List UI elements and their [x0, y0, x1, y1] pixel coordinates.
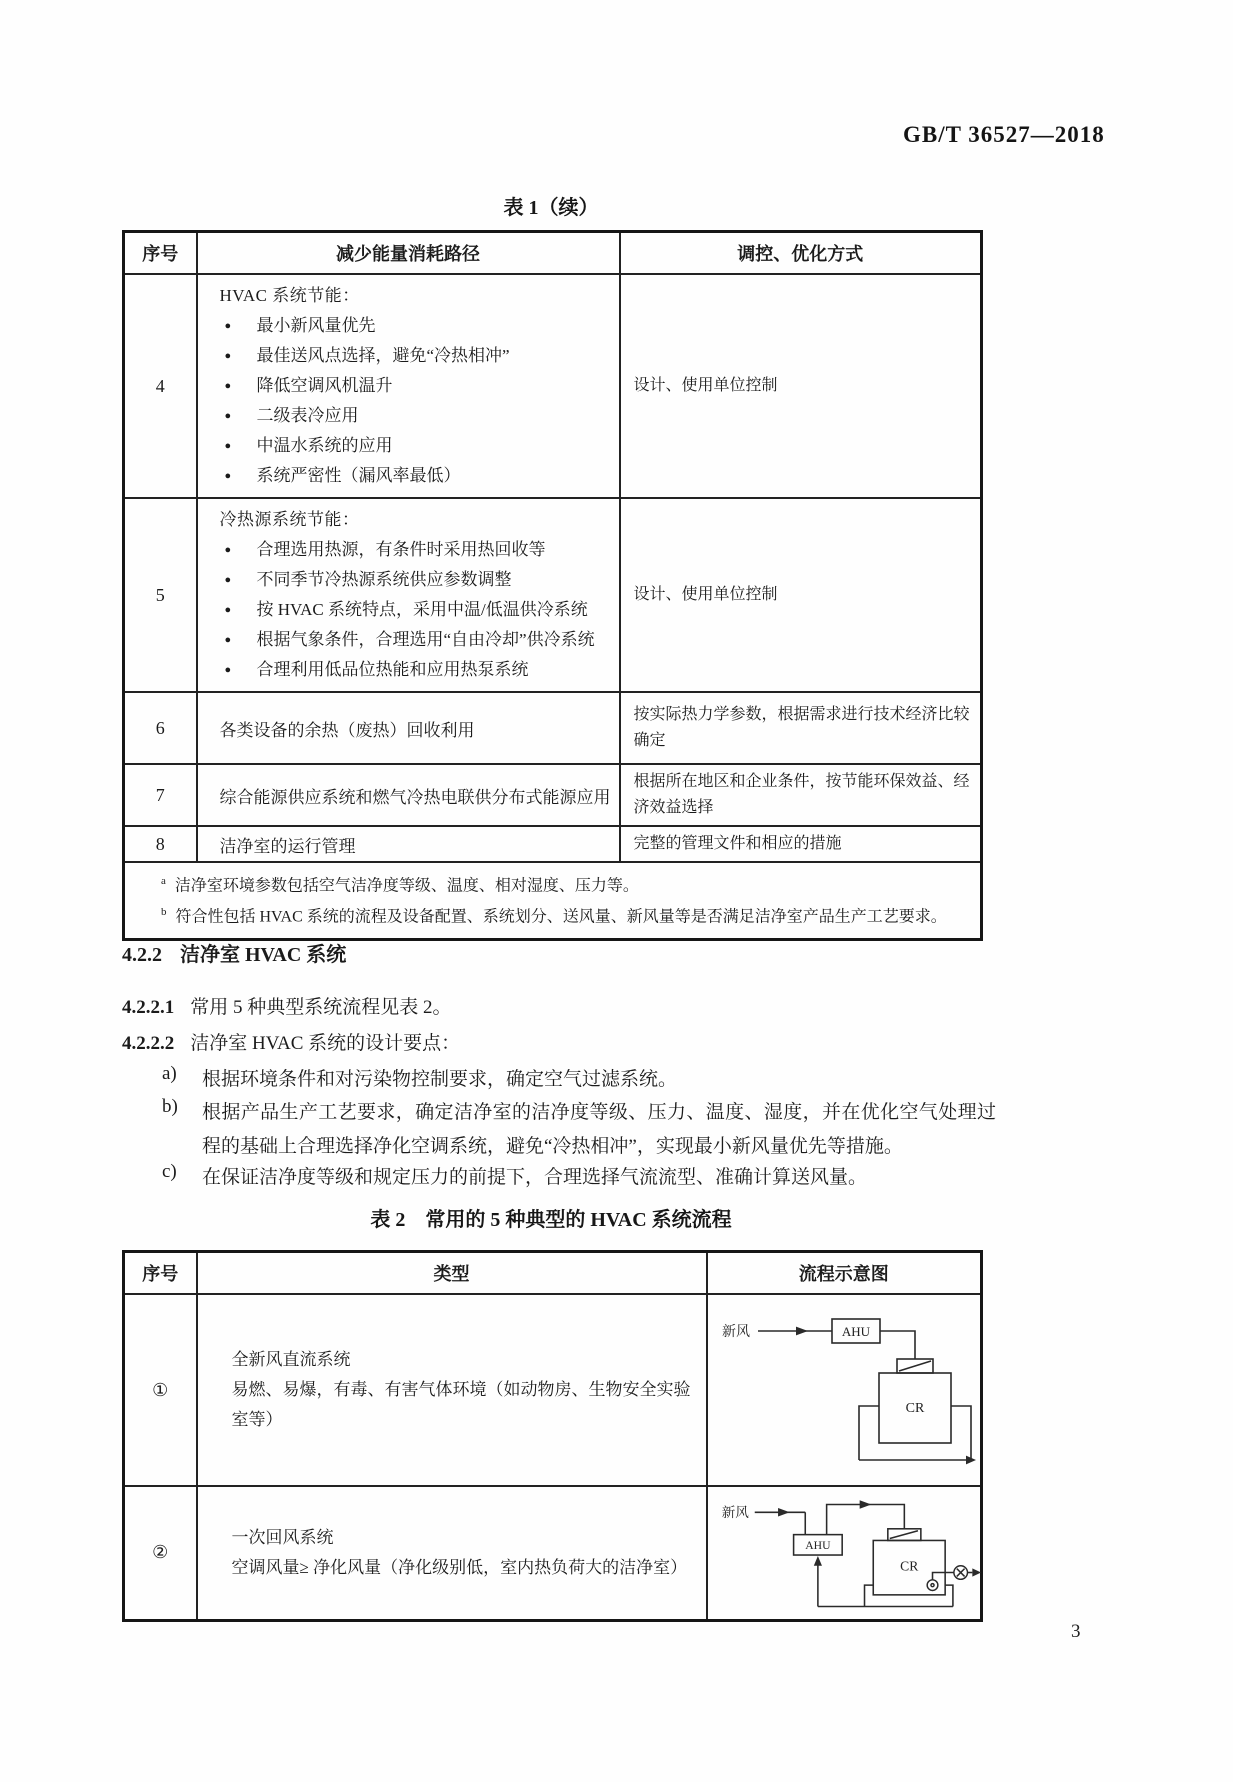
- bullet-text: 二级表冷应用: [256, 406, 359, 425]
- bullet-icon: ●: [224, 410, 232, 422]
- table-row-circle2: [124, 1486, 982, 1620]
- list-item: [220, 625, 611, 655]
- table2: [122, 1250, 983, 1622]
- item-label: c): [162, 1161, 177, 1182]
- control-cell: 按实际热力学参数，根据需求进行技术经济比较确定: [620, 692, 982, 764]
- damper-icon: [927, 1580, 938, 1591]
- list-item: [220, 371, 611, 401]
- footnote-marker: a: [161, 875, 166, 887]
- bullet-text: 根据气象条件，合理选用“自由冷却”供冷系统: [256, 630, 595, 649]
- diagram-cell: [707, 1294, 982, 1486]
- control-cell: 根据所在地区和企业条件，按节能环保效益、经济效益选择: [620, 764, 982, 826]
- footnote-text: 洁净室环境参数包括空气洁净度等级、温度、相对湿度、压力等。: [174, 877, 639, 895]
- bullet-icon: ●: [224, 440, 232, 452]
- diagram-cell: [707, 1486, 982, 1620]
- row-number-cell: 5: [124, 498, 197, 692]
- table1-footnote-row: [124, 862, 982, 939]
- bullet-text: 中温水系统的应用: [256, 436, 393, 455]
- footnote-cell: [124, 862, 982, 939]
- control-cell: 设计、使用单位控制: [620, 498, 982, 692]
- table-row-circle1: [124, 1294, 982, 1486]
- control-cell: 完整的管理文件和相应的措施: [620, 826, 982, 862]
- para-4-2-2-2: [122, 1028, 990, 1055]
- list-item: [220, 535, 611, 565]
- supply-duct-line: [826, 1504, 904, 1534]
- row-number-cell: 8: [124, 826, 197, 862]
- table2-title: 表 2 常用的 5 种典型的 HVAC 系统流程: [370, 1209, 732, 1231]
- exhaust-duct-right: [951, 1406, 971, 1460]
- fresh-air-label: 新风: [721, 1325, 750, 1340]
- path-group-title: 冷热源系统节能：: [219, 510, 360, 529]
- bullet-icon: ●: [224, 544, 232, 556]
- row-number-cell: ①: [124, 1294, 197, 1486]
- type-desc: 空调风量≥ 净化风量（净化级别低，室内热负荷大的洁净室）: [231, 1557, 688, 1577]
- exhaust-duct-left: [859, 1406, 879, 1460]
- clause-number: 4.2.2.2: [122, 1033, 175, 1054]
- bullet-icon: ●: [224, 574, 232, 586]
- ahu-box-label: AHU: [841, 1324, 870, 1339]
- item-text: 在保证洁净度等级和规定压力的前提下，合理选择气流流型、准确计算送风量。: [202, 1167, 868, 1188]
- table-row-4: [124, 274, 982, 498]
- list-item: [220, 401, 611, 431]
- table1-col-header-seq: 序号: [124, 232, 197, 275]
- footnote-a: [161, 868, 968, 899]
- page-number: 3: [1071, 1621, 1081, 1642]
- footnote-marker: b: [161, 906, 167, 919]
- bullet-text: 降低空调风机温升: [256, 376, 393, 395]
- table-row-6: [124, 692, 982, 764]
- bullet-text: 系统严密性（漏风率最低）: [256, 466, 461, 485]
- table-row-8: [124, 826, 982, 862]
- bullet-icon: ●: [224, 350, 232, 362]
- type-cell: [197, 1294, 707, 1486]
- cleanroom-label: CR: [899, 1558, 918, 1574]
- list-item-c: [162, 1161, 996, 1195]
- clause-number: 4.2.2.1: [122, 997, 175, 1018]
- list-item-a: [162, 1063, 996, 1097]
- clause-text: 常用 5 种典型系统流程见表 2。: [190, 997, 452, 1018]
- list-item: [220, 341, 611, 371]
- path-cell: [197, 274, 620, 498]
- flow-arrow-icon: [796, 1327, 808, 1336]
- path-cell: [197, 498, 620, 692]
- ahu-box-label: AHU: [804, 1538, 831, 1552]
- list-item: [220, 655, 611, 685]
- row-number-cell: 7: [124, 764, 197, 826]
- list-item: [220, 595, 611, 625]
- hvac-diagram-primary-return-air: [712, 1494, 984, 1618]
- table1-title: 表 1（续）: [503, 197, 599, 219]
- damper-dot: [930, 1583, 933, 1586]
- item-label: b): [162, 1096, 178, 1117]
- type-desc: 易燃、易爆，有毒、有害气体环境（如动物房、生物安全实验室等）: [231, 1380, 691, 1429]
- row-number-cell: 4: [124, 274, 197, 498]
- table2-col-header-type: 类型: [197, 1252, 707, 1295]
- table1-col-header-path: 减少能量消耗路径: [197, 232, 620, 275]
- table1-col-header-control: 调控、优化方式: [620, 232, 982, 275]
- hepa-filter-slash: [899, 1361, 931, 1371]
- path-cell: 综合能源供应系统和燃气冷热电联供分布式能源应用: [197, 764, 620, 826]
- path-group-title: HVAC 系统节能：: [219, 286, 360, 305]
- footnote-b: [161, 899, 968, 930]
- bullet-icon: ●: [224, 320, 232, 332]
- list-item: [220, 311, 611, 341]
- bullet-text: 最佳送风点选择，避免“冷热相冲”: [256, 346, 510, 365]
- flow-arrow-icon: [778, 1508, 790, 1517]
- hepa-filter-slash: [889, 1530, 917, 1538]
- bullet-text: 合理选用热源，有条件时采用热回收等: [256, 540, 546, 559]
- bullet-text: 最小新风量优先: [256, 316, 376, 335]
- list-item-b: [162, 1096, 996, 1164]
- supply-arrow-icon: [859, 1500, 871, 1509]
- bullet-text: 合理利用低品位热能和应用热泵系统: [256, 660, 529, 679]
- table1-header-row: [124, 232, 982, 275]
- bullet-icon: ●: [224, 664, 232, 676]
- fresh-air-label: 新风: [721, 1504, 749, 1520]
- exhaust-arrow-icon: [972, 1568, 981, 1576]
- supply-duct-line: [880, 1331, 915, 1359]
- para-4-2-2-1: [122, 992, 990, 1019]
- item-label: a): [162, 1063, 177, 1084]
- path-cell: 各类设备的余热（废热）回收利用: [197, 692, 620, 764]
- type-title: 一次回风系统: [231, 1527, 334, 1547]
- return-duct-left: [864, 1585, 873, 1606]
- bullet-text: 不同季节冷热源系统供应参数调整: [256, 570, 512, 589]
- table2-header-row: [124, 1252, 982, 1295]
- type-title: 全新风直流系统: [231, 1350, 351, 1369]
- cleanroom-label: CR: [905, 1401, 925, 1416]
- bullet-icon: ●: [224, 380, 232, 392]
- doc-code: GB/T 36527—2018: [903, 122, 1105, 147]
- list-item: [220, 461, 611, 491]
- row-number-cell: 6: [124, 692, 197, 764]
- return-duct-right: [945, 1585, 953, 1606]
- bullet-icon: ●: [224, 634, 232, 646]
- return-arrow-icon: [813, 1556, 821, 1566]
- hvac-diagram-full-fresh-air: [714, 1305, 978, 1481]
- section-number: 4.2.2: [122, 944, 162, 966]
- table-row-5: [124, 498, 982, 692]
- clause-text: 洁净室 HVAC 系统的设计要点：: [190, 1033, 461, 1054]
- section-heading-4-2-2: [122, 938, 346, 967]
- table2-col-header-seq: 序号: [124, 1252, 197, 1295]
- table1: [122, 230, 983, 941]
- list-item: [220, 565, 611, 595]
- bullet-icon: ●: [224, 470, 232, 482]
- control-cell: 设计、使用单位控制: [620, 274, 982, 498]
- path-cell: 洁净室的运行管理: [197, 826, 620, 862]
- item-text: 根据产品生产工艺要求，确定洁净室的洁净度等级、压力、温度、湿度，并在优化空气处理过程的基础上合理选择净化空调系统，避免“冷热相冲”，实现最小新风量优先等措施。: [202, 1102, 996, 1157]
- list-item: [220, 431, 611, 461]
- item-text: 根据环境条件和对污染物控制要求，确定空气过滤系统。: [202, 1069, 678, 1090]
- section-title: 洁净室 HVAC 系统: [180, 944, 347, 966]
- exhaust-duct-line: [932, 1572, 953, 1579]
- bullet-text: 按 HVAC 系统特点，采用中温/低温供冷系统: [256, 600, 588, 619]
- row-number-cell: ②: [124, 1486, 197, 1620]
- type-cell: [197, 1486, 707, 1620]
- table2-col-header-diagram: 流程示意图: [707, 1252, 982, 1295]
- footnote-text: 符合性包括 HVAC 系统的流程及设备配置、系统划分、送风量、新风量等是否满足洁净室产品生产工艺要求。: [175, 908, 947, 926]
- bullet-icon: ●: [224, 604, 232, 616]
- table-row-7: [124, 764, 982, 826]
